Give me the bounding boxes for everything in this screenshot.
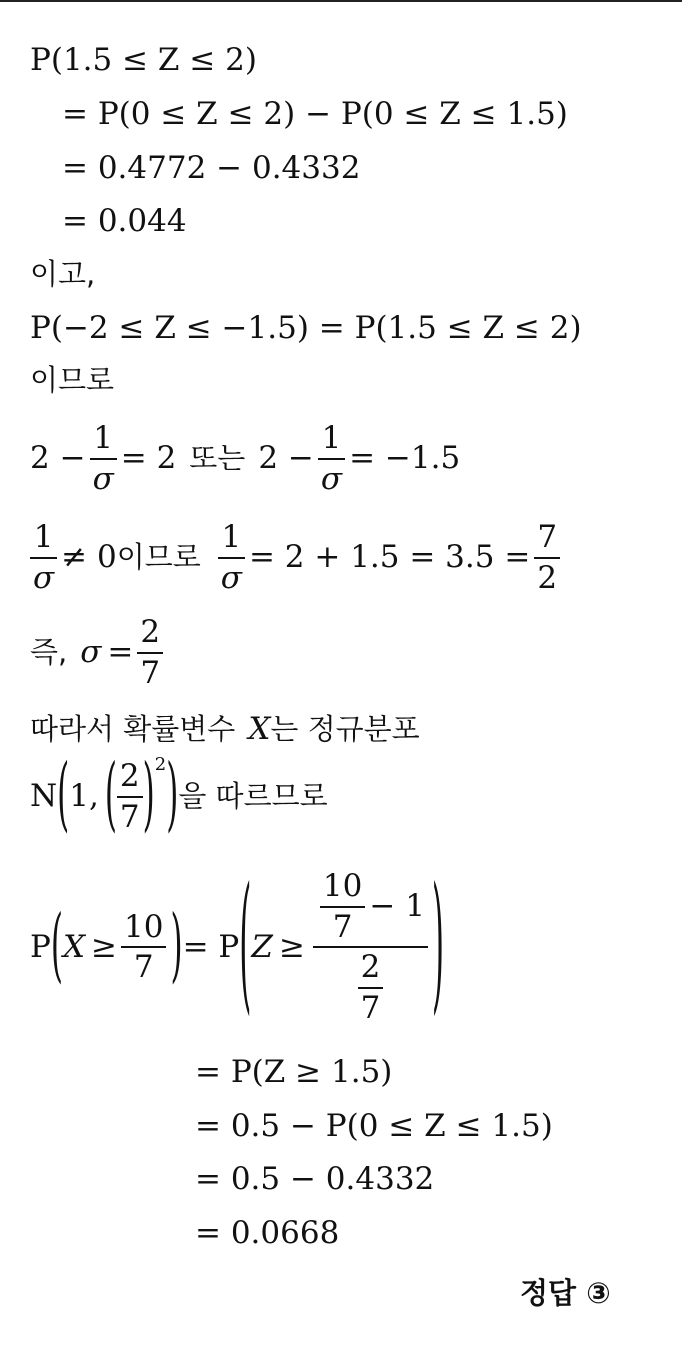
text-line-5 xyxy=(30,257,96,291)
denominator: σ xyxy=(320,460,343,497)
variable-z: Z xyxy=(251,928,273,965)
fraction-bar xyxy=(218,557,245,559)
numerator: 7 xyxy=(537,519,558,555)
expression-text: = P(Z ≥ 1.5) xyxy=(195,1054,393,1090)
big-paren-open: ( xyxy=(104,748,117,843)
answer-label: 정답 ③ xyxy=(520,1276,611,1310)
big-paren-close: ) xyxy=(431,858,445,1032)
denominator: 7 xyxy=(119,798,140,835)
denominator: σ xyxy=(33,559,55,596)
numerator: 2 xyxy=(119,758,140,794)
fraction xyxy=(358,951,384,1024)
korean-text: 즉, xyxy=(30,635,68,670)
numerator: 2 xyxy=(140,614,161,650)
ge-sign: ≥ xyxy=(91,928,118,965)
text-line-7 xyxy=(30,363,115,397)
equals-sign: = xyxy=(107,634,134,671)
fraction xyxy=(121,908,166,986)
fraction-bar xyxy=(137,652,163,654)
compound-fraction xyxy=(313,870,428,1024)
variable-x: X xyxy=(62,928,86,965)
denominator: 7 xyxy=(332,908,353,945)
denominator: 7 xyxy=(133,949,154,986)
numerator: 1 xyxy=(33,519,54,555)
equation-line-17 xyxy=(195,1215,340,1251)
expression-text: = −1.5 xyxy=(349,440,461,477)
numerator: 1 xyxy=(93,420,114,456)
equation-line-1 xyxy=(30,42,257,78)
equation-line-12 xyxy=(30,748,328,843)
fraction-bar xyxy=(30,557,57,559)
denominator: 7 xyxy=(140,654,161,691)
fraction xyxy=(218,521,245,594)
equation-line-8 xyxy=(30,422,460,495)
exponent: 2 xyxy=(154,754,167,775)
expression-text: = 0.5 − 0.4332 xyxy=(195,1161,435,1197)
top-border xyxy=(0,0,682,2)
variable-x: X xyxy=(248,711,271,747)
expression-text: = 0.4772 − 0.4332 xyxy=(62,150,361,186)
fraction-bar xyxy=(318,458,345,460)
fraction-bar xyxy=(534,557,560,559)
fraction-bar xyxy=(117,796,143,798)
equation-line-10 xyxy=(30,616,167,689)
normal-dist-symbol: N xyxy=(30,778,58,815)
fraction-bar xyxy=(121,946,166,948)
fraction xyxy=(117,760,143,833)
denominator: 7 xyxy=(360,989,381,1026)
fraction-bar xyxy=(358,987,384,989)
korean-text: 이므로 xyxy=(30,363,115,397)
fraction-bar xyxy=(320,906,365,908)
equation-line-16 xyxy=(195,1161,435,1197)
fraction xyxy=(137,616,163,689)
big-paren-close: ) xyxy=(166,748,179,843)
big-paren-close: ) xyxy=(170,898,183,993)
expression-text: P(1.5 ≤ Z ≤ 2) xyxy=(30,42,257,78)
denominator: σ xyxy=(220,559,242,596)
korean-text: 을 따르므로 xyxy=(178,779,328,814)
big-paren-open: ( xyxy=(50,898,63,993)
expression-text: = 2 + 1.5 = 3.5 = xyxy=(248,539,531,576)
probability-symbol: P xyxy=(30,928,51,965)
equation-line-3 xyxy=(62,150,361,186)
numerator: 10 xyxy=(322,868,363,904)
expression-text: = 2 xyxy=(120,440,177,477)
denominator: σ xyxy=(92,460,114,497)
denominator: 2 xyxy=(537,559,558,596)
expression-text: 2 − xyxy=(258,440,314,477)
korean-text: 는 정규분포 xyxy=(270,712,420,746)
compound-numerator xyxy=(313,870,428,943)
numerator: 10 xyxy=(124,908,164,945)
text-line-11 xyxy=(30,711,420,747)
expression-text: = 0.5 − P(0 ≤ Z ≤ 1.5) xyxy=(195,1108,553,1144)
expression-text: − 1 xyxy=(369,888,425,925)
equation-line-9 xyxy=(30,521,564,594)
korean-text: 이고, xyxy=(30,257,96,291)
fraction-bar xyxy=(313,946,428,948)
big-paren-close: ) xyxy=(142,748,155,843)
fraction xyxy=(534,521,560,594)
equation-line-15 xyxy=(195,1108,553,1144)
korean-text: 따라서 확률변수 xyxy=(30,712,236,746)
equation-line-6 xyxy=(30,310,582,346)
expression-text: P(−2 ≤ Z ≤ −1.5) = P(1.5 ≤ Z ≤ 2) xyxy=(30,310,582,346)
big-paren-open: ( xyxy=(239,858,252,1032)
expression-text: = 0.044 xyxy=(62,203,187,239)
fraction xyxy=(30,521,57,594)
ge-sign: ≥ xyxy=(278,928,305,965)
expression-text: = P(0 ≤ Z ≤ 2) − P(0 ≤ Z ≤ 1.5) xyxy=(62,96,568,132)
fraction-bar xyxy=(90,458,117,460)
equation-line-2 xyxy=(62,96,568,132)
korean-text: 또는 xyxy=(189,441,246,476)
fraction xyxy=(90,422,117,495)
numerator: 1 xyxy=(321,420,342,456)
expression-text: = P xyxy=(182,928,240,965)
korean-text: 이므로 xyxy=(116,540,201,575)
expression-text: 1, xyxy=(69,778,99,815)
fraction xyxy=(320,870,365,943)
fraction xyxy=(318,422,345,495)
big-paren-open: ( xyxy=(57,748,70,843)
numerator: 2 xyxy=(360,949,381,986)
expression-text: = 0.0668 xyxy=(195,1215,340,1251)
sigma-symbol: σ xyxy=(80,634,102,671)
equation-line-13 xyxy=(30,858,445,1032)
equation-line-14 xyxy=(195,1054,393,1090)
equation-line-4 xyxy=(62,203,187,239)
expression-text: ≠ 0 xyxy=(61,539,117,576)
compound-denominator xyxy=(351,951,391,1024)
numerator: 1 xyxy=(221,519,242,555)
expression-text: 2 − xyxy=(30,440,86,477)
